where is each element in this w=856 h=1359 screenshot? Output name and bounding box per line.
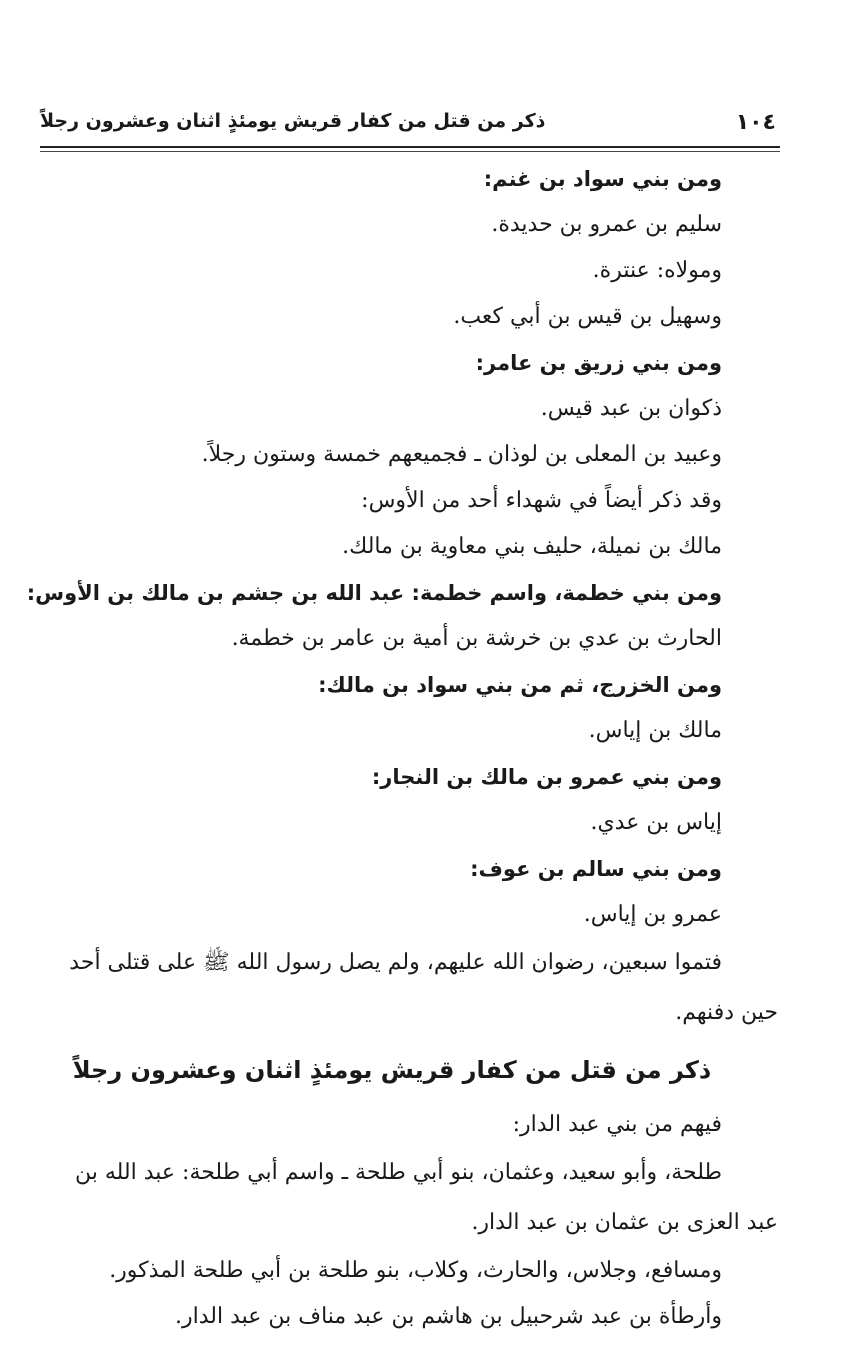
text-line: سليم بن عمرو بن حديدة. xyxy=(491,212,722,237)
text-line: إياس بن عدي. xyxy=(590,810,722,835)
header-rule-thick xyxy=(40,146,780,148)
text-line: الحارث بن عدي بن خرشة بن أمية بن عامر بن خطمة. xyxy=(231,626,722,651)
text-line: ذكوان بن عبد قيس. xyxy=(540,396,722,421)
text-line: ومسافع، وجلاس، والحارث، وكلاب، بنو طلحة بن أبي طلحة المذكور. xyxy=(109,1258,722,1283)
text-line: فيهم من بني عبد الدار: xyxy=(512,1112,722,1137)
closing-paragraph-line-2: حين دفنهم. xyxy=(675,1000,778,1025)
section-heading: ذكر من قتل من كفار قريش يومئذٍ اثنان وعشرون رجلاً xyxy=(72,1056,712,1084)
page-number: ١٠٤ xyxy=(735,110,776,135)
text-line: وعبيد بن المعلى بن لوذان ـ فجميعهم خمسة وستون رجلاً. xyxy=(201,442,722,467)
subheading-line: ومن بني عمرو بن مالك بن النجار: xyxy=(371,765,722,789)
header-rule-thin xyxy=(40,151,780,152)
text-line: وأرطأة بن عبد شرحبيل بن هاشم بن عبد مناف بن عبد الدار. xyxy=(175,1304,722,1329)
text-line: مالك بن نميلة، حليف بني معاوية بن مالك. xyxy=(342,534,722,559)
running-title: ذكر من قتل من كفار قريش يومئذٍ اثنان وعشرون رجلاً xyxy=(40,110,546,132)
text-line: عمرو بن إياس. xyxy=(583,902,722,927)
paragraph xyxy=(42,1148,778,1248)
subheading-line: ومن بني زريق بن عامر: xyxy=(475,351,722,375)
subheading-line: ومن بني سواد بن غنم: xyxy=(483,167,722,191)
page-header xyxy=(40,104,780,144)
subheading-line: ومن بني خطمة، واسم خطمة: عبد الله بن جشم بن مالك بن الأوس: xyxy=(26,581,722,605)
subheading-line: ومن بني سالم بن عوف: xyxy=(470,857,722,881)
text-line: ومولاه: عنترة. xyxy=(592,258,722,283)
text-line: مالك بن إياس. xyxy=(588,718,722,743)
paragraph-line-1: طلحة، وأبو سعيد، وعثمان، بنو أبي طلحة ـ واسم أبي طلحة: عبد الله بن xyxy=(74,1160,722,1185)
closing-paragraph xyxy=(42,938,778,1038)
closing-paragraph-line-1: فتموا سبعين، رضوان الله عليهم، ولم يصل رسول الله ﷺ على قتلى أحد xyxy=(69,950,722,975)
paragraph-line-2: عبد العزى بن عثمان بن عبد الدار. xyxy=(471,1210,778,1235)
subheading-line: ومن الخزرج، ثم من بني سواد بن مالك: xyxy=(318,673,722,697)
text-line: وقد ذكر أيضاً في شهداء أحد من الأوس: xyxy=(361,488,722,513)
text-line: وسهيل بن قيس بن أبي كعب. xyxy=(453,304,722,329)
page-body xyxy=(26,156,778,1340)
